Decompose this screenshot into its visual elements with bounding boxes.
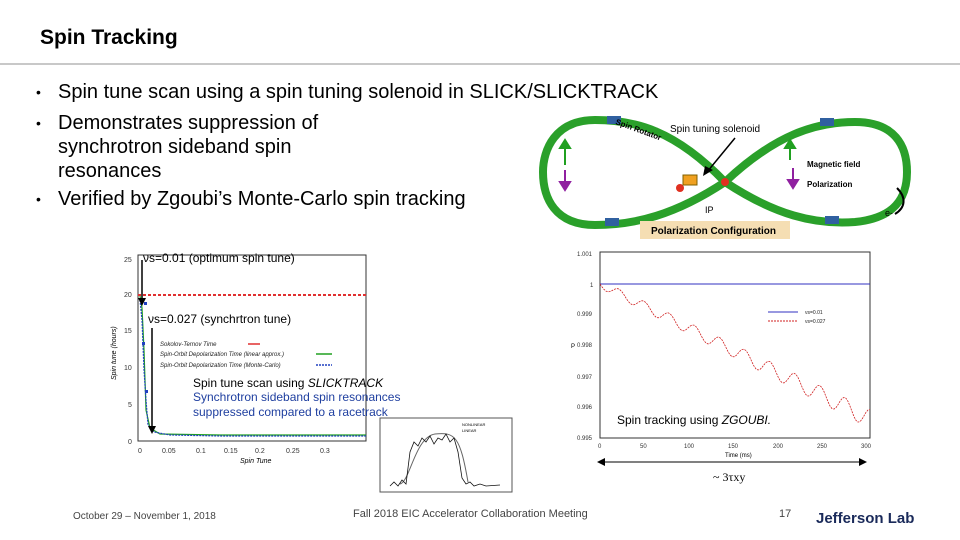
page-number: 17 <box>779 508 792 520</box>
zgoubi-polarization-plot <box>565 248 883 460</box>
nu-synchrotron-label: νs=0.027 (synchrtron tune) <box>148 312 292 326</box>
plot-frame <box>600 252 870 438</box>
x-axis-label: Time (ms) <box>725 453 752 459</box>
inset-legend-entry: NONLINEAR <box>462 422 486 427</box>
x-tick-label: 0.15 <box>224 448 238 455</box>
plot-frame <box>380 418 512 492</box>
y-tick-label: 0.999 <box>577 312 593 318</box>
electron-label: e- <box>885 208 894 218</box>
x-tick-label: 0 <box>598 444 602 450</box>
ring-right-lobe <box>725 122 907 223</box>
bullet-dot-icon: • <box>36 115 41 131</box>
x-tick-label: 0.05 <box>162 448 176 455</box>
inset-legend-entry: LINEAR <box>462 428 477 433</box>
figure-caption: Polarization Configuration <box>651 226 776 237</box>
inset-spectrum-plot <box>360 412 520 504</box>
y-tick-label: 0.996 <box>577 405 593 411</box>
footer-meeting: Fall 2018 EIC Accelerator Collaboration Meeting <box>353 508 588 520</box>
bullet-dot-icon: • <box>36 84 41 100</box>
x-axis-label: Spin Tune <box>240 458 272 465</box>
ring-left-lobe <box>543 120 725 225</box>
zgoubi-label: Spin tracking using ZGOUBI. <box>617 413 772 427</box>
rotator-block-icon <box>605 218 619 226</box>
legend-entry: Sokolov-Ternov Time <box>160 342 217 348</box>
bullet-item: • Demonstrates suppression of synchrotron sideband spin resonances <box>36 112 319 182</box>
x-tick-label: 0.25 <box>286 448 300 455</box>
solenoid-pointer <box>707 138 735 172</box>
spin-arrow-icon <box>785 140 795 160</box>
legend-entry: νs=0.027 <box>805 319 826 325</box>
figure8-ring-diagram <box>535 110 920 245</box>
legend-entry: Spin-Orbit Depolarization Time (linear approx.) <box>160 352 284 358</box>
slicktrack-line2: Synchrotron sideband spin resonances <box>193 390 401 404</box>
legend-entry: νs=0.01 <box>805 310 823 316</box>
slicktrack-line3: suppressed compared to a racetrack <box>193 405 388 419</box>
y-tick-label: 10 <box>124 365 132 372</box>
y-tick-label: 1 <box>590 283 594 289</box>
x-tick-label: 0.3 <box>320 448 330 455</box>
footer-date: October 29 – November 1, 2018 <box>73 511 216 522</box>
y-tick-label: 0.997 <box>577 375 593 381</box>
solenoid-icon <box>683 175 697 185</box>
arrowhead-icon <box>138 298 146 306</box>
magnetic-field-label: Magnetic field <box>807 160 861 169</box>
tau-span-arrow-icon <box>597 455 867 469</box>
spin-arrow-icon <box>788 168 798 188</box>
x-tick-label: 250 <box>817 444 828 450</box>
annotation-arrows <box>130 248 160 448</box>
y-tick-label: 0.998 <box>577 343 593 349</box>
x-tick-label: 50 <box>640 444 647 450</box>
y-tick-label: 25 <box>124 257 132 264</box>
y-axis-label: P <box>571 344 576 350</box>
slicktrack-label: Spin tune scan using SLICKTRACK <box>193 376 384 390</box>
bullet-item: • Verified by Zgoubi’s Monte-Carlo spin tracking <box>36 188 466 210</box>
jefferson-lab-logo: Jefferson Lab <box>816 510 915 527</box>
bullet-dot-icon: • <box>36 191 41 207</box>
arrowhead-icon <box>148 426 156 434</box>
x-tick-label: 0 <box>138 448 142 455</box>
ip-label: IP <box>705 205 714 215</box>
x-tick-label: 150 <box>728 444 739 450</box>
solenoid-label: Spin tuning solenoid <box>670 124 761 135</box>
bullet-item: • Spin tune scan using a spin tuning solenoid in SLICK/SLICKTRACK <box>36 81 659 103</box>
y-tick-label: 1.001 <box>577 252 593 258</box>
x-tick-label: 100 <box>684 444 695 450</box>
rotator-block-icon <box>825 216 839 224</box>
y-tick-label: 20 <box>124 292 132 299</box>
y-tick-label: 5 <box>128 402 132 409</box>
x-tick-label: 200 <box>773 444 784 450</box>
y-tick-label: 0 <box>128 439 132 446</box>
spin-down-arrow-icon <box>560 170 570 190</box>
title-divider <box>0 63 960 65</box>
y-axis-label: Spin tune (hours) <box>111 326 118 380</box>
polarization-label: Polarization <box>807 180 853 189</box>
x-tick-label: 300 <box>861 444 872 450</box>
ip-marker-icon <box>721 178 729 186</box>
slide-title: Spin Tracking <box>40 26 178 49</box>
legend-entry: Spin-Orbit Depolarization Time (Monte-Carlo) <box>160 363 281 369</box>
nu-optimum-label: νs=0.01 (optimum spin tune) <box>143 251 295 265</box>
y-tick-label: 0.995 <box>577 436 593 442</box>
y-tick-label: 15 <box>124 328 132 335</box>
rotator-block-icon <box>820 118 834 126</box>
spin-up-arrow-icon <box>560 140 570 165</box>
spin-rotator-label: Spin Rotator <box>614 117 663 143</box>
x-tick-label: 0.2 <box>255 448 265 455</box>
x-tick-label: 0.1 <box>196 448 206 455</box>
tau-label: ~ 3τxy <box>713 470 746 484</box>
